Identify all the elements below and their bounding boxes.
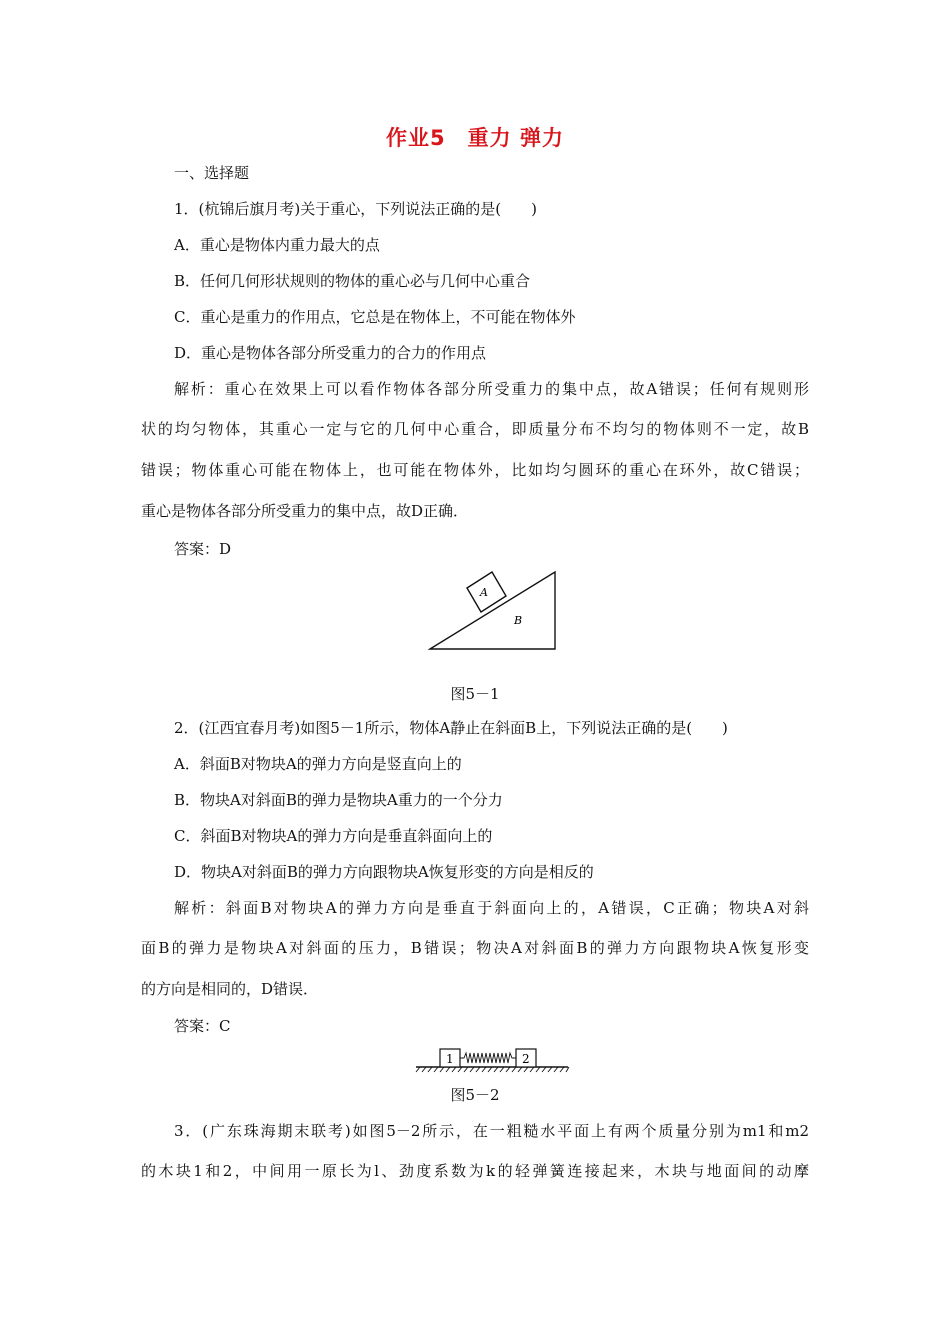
q2-answer: 答案：C [174,1017,231,1035]
ground-hatching [416,1067,569,1072]
spring [460,1053,516,1063]
q2-analysis-line: 的方向是相同的，D错误． [141,980,319,998]
q2-option-b: B．物块A对斜面B的弹力是物块A重力的一个分力 [174,791,503,809]
q2-option-a: A．斜面B对物块A的弹力方向是竖直向上的 [174,755,462,773]
page-title: 作业5 重力 弹力 [386,126,564,150]
q2-option-d: D．物块A对斜面B的弹力方向跟物块A恢复形变的方向是相反的 [174,863,594,881]
q1-analysis-line: 解析：重心在效果上可以看作物体各部分所受重力的集中点，故A错误；任何有规则形 [174,380,809,398]
q3-line: 的木块1和2，中间用一原长为l、劲度系数为k的轻弹簧连接起来，木块与地面间的动摩 [141,1162,809,1180]
q1-option-a: A．重心是物体内重力最大的点 [174,236,380,254]
label-a: A [480,586,488,599]
q1-option-c: C．重心是重力的作用点，它总是在物体上，不可能在物体外 [174,308,576,326]
q1-analysis-line: 重心是物体各部分所受重力的集中点，故D正确． [141,502,469,520]
q2-stem: 2．(江西宜春月考)如图5－1所示，物体A静止在斜面B上，下列说法正确的是( ) [174,719,728,737]
section-heading: 一、选择题 [174,164,250,182]
q1-stem: 1．(杭锦后旗月考)关于重心，下列说法正确的是( ) [174,200,537,218]
q2-option-c: C．斜面B对物块A的弹力方向是垂直斜面向上的 [174,827,493,845]
block-1-label: 1 [446,1052,454,1066]
q2-analysis-line: 面B的弹力是物块A对斜面的压力，B错误；物决A对斜面B的弹力方向跟物块A恢复形变 [141,939,809,957]
figure-5-1-caption: 图5－1 [450,685,500,703]
q3-line: 3．(广东珠海期末联考)如图5－2所示，在一粗糙水平面上有两个质量分别为m1和m2 [174,1122,809,1140]
figure-5-2 [414,1044,570,1074]
q2-analysis-line: 解析：斜面B对物块A的弹力方向是垂直于斜面向上的，A错误，C正确；物块A对斜 [174,899,809,917]
q1-analysis-line: 错误；物体重心可能在物体上，也可能在物体外，比如均匀圆环的重心在环外，故C错误； [141,461,809,479]
q1-analysis-line: 状的均匀物体，其重心一定与它的几何中心重合，即质量分布不均匀的物体则不一定，故B [141,420,809,438]
block-2-label: 2 [522,1052,530,1066]
figure-5-1 [420,562,565,657]
q1-answer: 答案：D [174,540,232,558]
q1-option-b: B．任何几何形状规则的物体的重心必与几何中心重合 [174,272,531,290]
q1-option-d: D．重心是物体各部分所受重力的合力的作用点 [174,344,487,362]
figure-5-2-caption: 图5－2 [450,1086,500,1104]
label-b: B [514,614,523,627]
